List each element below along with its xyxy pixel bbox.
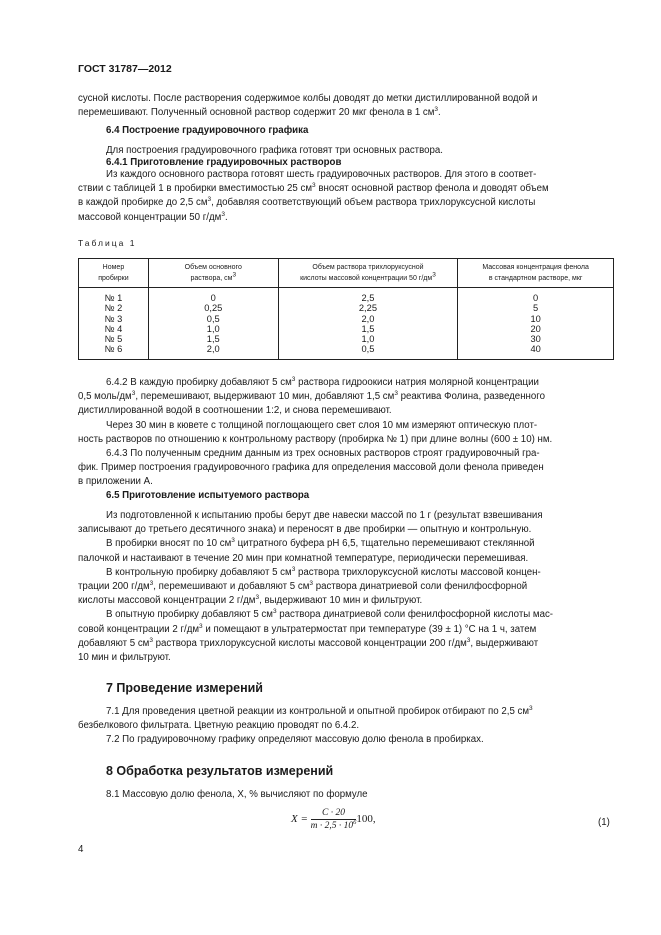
text-line	[78, 182, 614, 196]
text-line	[78, 211, 614, 225]
superscript: 3	[255, 593, 260, 601]
text-run: цитратного буфера pH 6,5, тщательно перемешивают стеклянной	[234, 538, 535, 550]
text-run: перемешивают. Полученный основной раствор содержит 20 мкг фенола в 1 см	[78, 107, 435, 119]
table-cell: 1,5	[278, 324, 458, 334]
table-cell: 1,0	[278, 334, 458, 344]
text-line	[78, 106, 614, 120]
text-line: Из каждого основного раствора готовят шесть градуировочных растворов. Для этого в соответ-	[106, 169, 537, 180]
table-cell: № 5	[79, 334, 149, 344]
section-7-title: 7 Проведение измерений	[106, 681, 263, 695]
text-line: палочкой и настаивают в течение 20 мин при комнатной температуре, периодически перемешивая.	[78, 552, 529, 564]
formula-numerator: C · 20	[311, 808, 357, 820]
superscript: 3	[272, 608, 277, 616]
text-run: В контрольную пробирку добавляют 5 см	[106, 566, 292, 578]
formula-fraction	[311, 808, 357, 831]
table-header-row	[79, 259, 614, 288]
table-cell: 40	[458, 344, 614, 359]
text-line	[78, 580, 614, 594]
table-cell: № 4	[79, 324, 149, 334]
superscript: 3	[466, 636, 471, 644]
table-row	[79, 288, 614, 304]
table-cell: 2,0	[148, 344, 278, 359]
table-cell: 0	[148, 288, 278, 304]
section-6-4-1-paragraph	[78, 168, 614, 225]
table-cell: 0,5	[148, 314, 278, 324]
superscript: 3	[207, 196, 212, 204]
superscript: 3	[309, 579, 313, 587]
text-line	[78, 705, 614, 719]
table-row	[79, 324, 614, 334]
text-run: раствора динатриевой соли фенилфосфорной кислоты мас-	[276, 609, 554, 621]
text-line: 10 мин и фильтруют.	[78, 652, 171, 664]
document-header: ГОСТ 31787—2012	[78, 63, 172, 75]
section-6-4-3	[78, 447, 614, 490]
superscript: 3	[231, 537, 235, 545]
formula-denominator	[311, 820, 357, 831]
text-run: совой концентрации 2 г/дм	[78, 623, 200, 635]
table-cell: 1,0	[148, 324, 278, 334]
text-run: .	[438, 107, 441, 119]
text-line: Через 30 мин в кювете с толщиной поглощающего свет слоя 10 мм измеряют оптическую плот-	[106, 419, 538, 431]
table-cell: 2,5	[278, 288, 458, 304]
text-run: 0,5 моль/дм	[78, 391, 132, 403]
text-run: ствии с таблицей 1 в пробирки вместимостью 25 см	[78, 183, 313, 195]
text-run: и помещают в ультратермостат при температуре (39 ± 1) °C на 1 ч, затем	[202, 623, 537, 635]
superscript: 3	[291, 375, 296, 383]
table-row	[79, 303, 614, 313]
table-cell: 1,5	[148, 334, 278, 344]
section-6-4-text: Для построения градуировочного графика готовят три основных раствора.	[106, 145, 443, 156]
table-cell: 5	[458, 303, 614, 313]
text-run: , перемешивают и добавляют 5 см	[153, 581, 310, 593]
section-6-4-1-title: 6.4.1 Приготовление градуировочных растворов	[106, 157, 342, 168]
intro-paragraph	[78, 92, 614, 120]
table-cell: 20	[458, 324, 614, 334]
calibration-table	[78, 258, 614, 360]
table-cell: 2,25	[278, 303, 458, 313]
table-cell: 0,25	[148, 303, 278, 313]
table-row	[79, 314, 614, 324]
text-line: сусной кислоты. После растворения содержимое колбы доводят до метки дистиллированной водой и	[78, 93, 538, 104]
text-line	[78, 376, 614, 390]
text-run: массовой концентрации 50 г/дм	[78, 211, 222, 223]
text-line	[78, 608, 614, 622]
text-run: В пробирки вносят по 10 см	[106, 538, 232, 550]
text-run: , перемешивают, выдерживают 10 мин, добавляют 1,5 см	[135, 391, 395, 403]
text-line: в приложении А.	[78, 476, 153, 488]
text-line: дистиллированной водой в соотношении 1:2, и снова перемешивают.	[78, 405, 392, 417]
superscript: 3	[529, 704, 533, 712]
table-cell: 30	[458, 334, 614, 344]
superscript: 3	[149, 636, 153, 644]
text-run: 6.4.2 В каждую пробирку добавляют 5 см	[106, 377, 292, 388]
text-run: трации 200 г/дм	[78, 581, 150, 593]
text-line	[78, 594, 614, 608]
table-row	[79, 344, 614, 359]
superscript: 3	[434, 105, 439, 113]
superscript: 3	[149, 579, 154, 587]
column-header-phenol-mass: Массовая концентрация фенола в стандартном растворе, мкг	[458, 259, 614, 288]
section-8-1-text: 8.1 Массовую долю фенола, X, % вычисляют по формуле	[106, 789, 368, 800]
text-line: безбелкового фильтрата. Цветную реакцию проводят по 6.4.2.	[78, 720, 360, 732]
formula-number: (1)	[598, 817, 610, 828]
text-run: раствора трихлоруксусной кислоты массовой концен-	[295, 566, 541, 578]
section-6-5-text	[78, 509, 614, 665]
text-run: В опытную пробирку добавляют 5 см	[106, 609, 273, 621]
text-run: реактива Фолина, разведенного	[397, 391, 545, 403]
section-7-text	[78, 705, 614, 748]
superscript: 3	[312, 181, 316, 189]
text-line: ность растворов по отношению к контрольному раствору (пробирка № 1) при длине волны (600 ± 10) нм.	[78, 433, 553, 445]
text-line	[78, 390, 614, 404]
column-header-tca-volume: Объем раствора трихлоруксусной кислоты массовой концентрации 50 $г/дм^3$	[278, 259, 458, 288]
text-line: 6.4.3 По полученным средним данным из трех основных растворов строят градуировочный гра-	[106, 448, 540, 459]
text-run: , выдерживают	[470, 637, 539, 649]
formula-lhs: X =	[291, 813, 308, 826]
table-cell: 0,5	[278, 344, 458, 359]
text-line: записывают до третьего десятичного знака) и переносят в две пробирки — опытную и контрольную.	[78, 524, 532, 536]
superscript: 3	[291, 565, 296, 573]
table-cell: 10	[458, 314, 614, 324]
section-6-5-title: 6.5 Приготовление испытуемого раствора	[106, 490, 310, 501]
text-line	[78, 196, 614, 210]
text-run: раствора гидроокиси натрия молярной концентрации	[295, 377, 539, 388]
text-run: .	[224, 211, 228, 223]
superscript: 3	[394, 389, 398, 397]
section-6-4-title: 6.4 Построение градуировочного графика	[106, 125, 309, 136]
text-run: раствора трихлоруксусной кислоты массовой концентрации 200 г/дм	[152, 637, 467, 649]
text-line	[78, 566, 614, 580]
table-cell: № 1	[79, 288, 149, 304]
superscript: 3	[221, 210, 225, 218]
column-header-tube: Номер пробирки	[79, 259, 149, 288]
text-line	[78, 623, 614, 637]
text-run: , добавляя соответствующий объем раствора трихлоруксусной кислоты	[211, 197, 536, 209]
text-run: m · 2,5 · 10	[310, 821, 354, 831]
text-line: фик. Пример построения градуировочного графика для определения массовой доли фенола приведен	[78, 462, 544, 474]
text-run: вносят основной раствор фенола и доводят объем	[315, 183, 549, 195]
section-8-title: 8 Обработка результатов измерений	[106, 764, 334, 778]
text-run: раствора динатриевой соли фенилфосфорной	[313, 581, 528, 593]
superscript: 6	[353, 818, 357, 826]
section-6-4-2	[78, 376, 614, 447]
table-cell: 2,0	[278, 314, 458, 324]
text-run: 7.1 Для проведения цветной реакции из контрольной и опытной пробирок отбирают по 2,5 см	[106, 706, 530, 717]
superscript: 3	[199, 622, 203, 630]
column-header-volume: Объем основного раствора, $см^3$	[148, 259, 278, 288]
table-cell: № 2	[79, 303, 149, 313]
superscript: 3	[131, 389, 136, 397]
text-line	[78, 637, 614, 651]
text-line	[78, 537, 614, 551]
table-cell: № 3	[79, 314, 149, 324]
text-run: в каждой пробирке до 2,5 см	[78, 197, 208, 209]
formula-tail: 100,	[356, 813, 376, 826]
table-cell: 0	[458, 288, 614, 304]
text-run: добавляют 5 см	[78, 637, 150, 649]
text-line: Из подготовленной к испытанию пробы берут две навески массой по 1 г (результат взвешивания	[106, 510, 543, 521]
table-cell: № 6	[79, 344, 149, 359]
table-row	[79, 334, 614, 344]
text-run: , выдерживают 10 мин и фильтруют.	[259, 595, 423, 607]
text-line: 7.2 По градуировочному графику определяют массовую долю фенола в пробирках.	[106, 734, 484, 746]
text-run: кислоты массовой концентрации 2 г/дм	[78, 595, 256, 607]
formula	[291, 808, 376, 831]
table-caption: Таблица 1	[78, 238, 137, 248]
page-number: 4	[78, 844, 84, 855]
